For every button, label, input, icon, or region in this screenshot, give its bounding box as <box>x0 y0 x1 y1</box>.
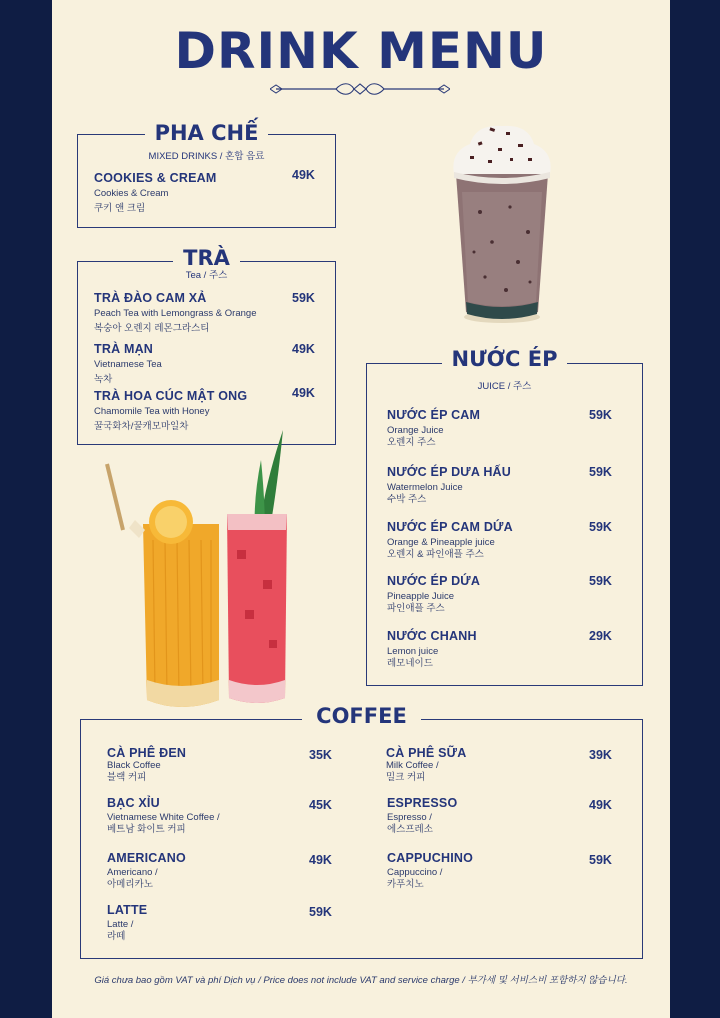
item-price: 59K <box>589 574 612 588</box>
nuoc-ep-section <box>366 347 643 686</box>
menu-item: BẠC XỈU Vietnamese White Coffee / 베트남 화이트 커피 <box>107 796 220 835</box>
section-title: TRÀ <box>173 246 240 270</box>
item-price: 49K <box>589 798 612 812</box>
item-price: 35K <box>309 748 332 762</box>
menu-item: ESPRESSO Espresso / 에스프레소 <box>387 796 458 835</box>
juice-drinks-image <box>87 430 307 715</box>
menu-item: NƯỚC ÉP CAM Orange Juice 오렌지 주스 <box>387 408 481 448</box>
coffee-section <box>80 704 643 959</box>
section-subtitle: JUICE / 주스 <box>477 381 532 392</box>
item-price: 49K <box>292 168 315 182</box>
item-price: 59K <box>589 465 612 479</box>
item-price: 59K <box>589 408 612 422</box>
tra-section <box>77 246 336 445</box>
menu-item: LATTE Latte / 라떼 <box>107 903 148 942</box>
menu-item: COOKIES & CREAM Cookies & Cream 쿠키 앤 크림 <box>94 171 217 214</box>
frappe-drink-image <box>440 112 565 324</box>
title-ornament <box>270 80 450 98</box>
section-title: COFFEE <box>302 704 421 728</box>
menu-item: CÀ PHÊ SỮA Milk Coffee / 밀크 커피 <box>386 746 467 783</box>
item-price: 59K <box>292 291 315 305</box>
menu-item: AMERICANO Americano / 아메리카노 <box>107 851 186 890</box>
item-price: 49K <box>292 342 315 356</box>
section-subtitle: Tea / 주스 <box>185 270 228 281</box>
menu-item: CAPPUCHINO Cappuccino / 카푸치노 <box>387 851 474 890</box>
item-price: 29K <box>589 629 612 643</box>
item-price: 45K <box>309 798 332 812</box>
menu-page <box>52 0 670 1018</box>
pha-che-section <box>77 121 336 228</box>
item-price: 59K <box>589 853 612 867</box>
item-price: 59K <box>309 905 332 919</box>
item-price: 59K <box>589 520 612 534</box>
menu-item: TRÀ ĐÀO CAM XẢ Peach Tea with Lemongrass & Orange 복숭아 오렌지 레몬그라스티 <box>94 291 257 334</box>
item-price: 39K <box>589 748 612 762</box>
footer-note: Giá chưa bao gồm VAT và phí Dịch vụ / Price does not include VAT and service charge / 부가세 및 서비스비 포함하지 않습니다. <box>94 975 628 986</box>
item-price: 49K <box>309 853 332 867</box>
menu-item: NƯỚC CHANH Lemon juice 레모네이드 <box>387 629 477 669</box>
menu-item: TRÀ MẠN Vietnamese Tea 녹차 <box>94 342 162 385</box>
menu-item: NƯỚC ÉP DỨA Pineapple Juice 파인애플 주스 <box>387 574 481 614</box>
item-price: 49K <box>292 386 315 400</box>
page-title: DRINK MENU <box>174 22 548 80</box>
menu-item: NƯỚC ÉP DƯA HẤU Watermelon Juice 수박 주스 <box>387 465 511 505</box>
menu-item: NƯỚC ÉP CAM DỨA Orange & Pineapple juice 오렌지 & 파인애플 주스 <box>387 520 513 560</box>
section-title: NƯỚC ÉP <box>442 347 568 371</box>
section-subtitle: MIXED DRINKS / 혼합 음료 <box>148 151 265 162</box>
section-title: PHA CHẾ <box>145 121 269 145</box>
menu-item: CÀ PHÊ ĐEN Black Coffee 블랙 커피 <box>107 746 187 783</box>
menu-item: TRÀ HOA CÚC MẬT ONG Chamomile Tea with Honey 꿀국화차/꿀캐모마일차 <box>94 389 248 432</box>
